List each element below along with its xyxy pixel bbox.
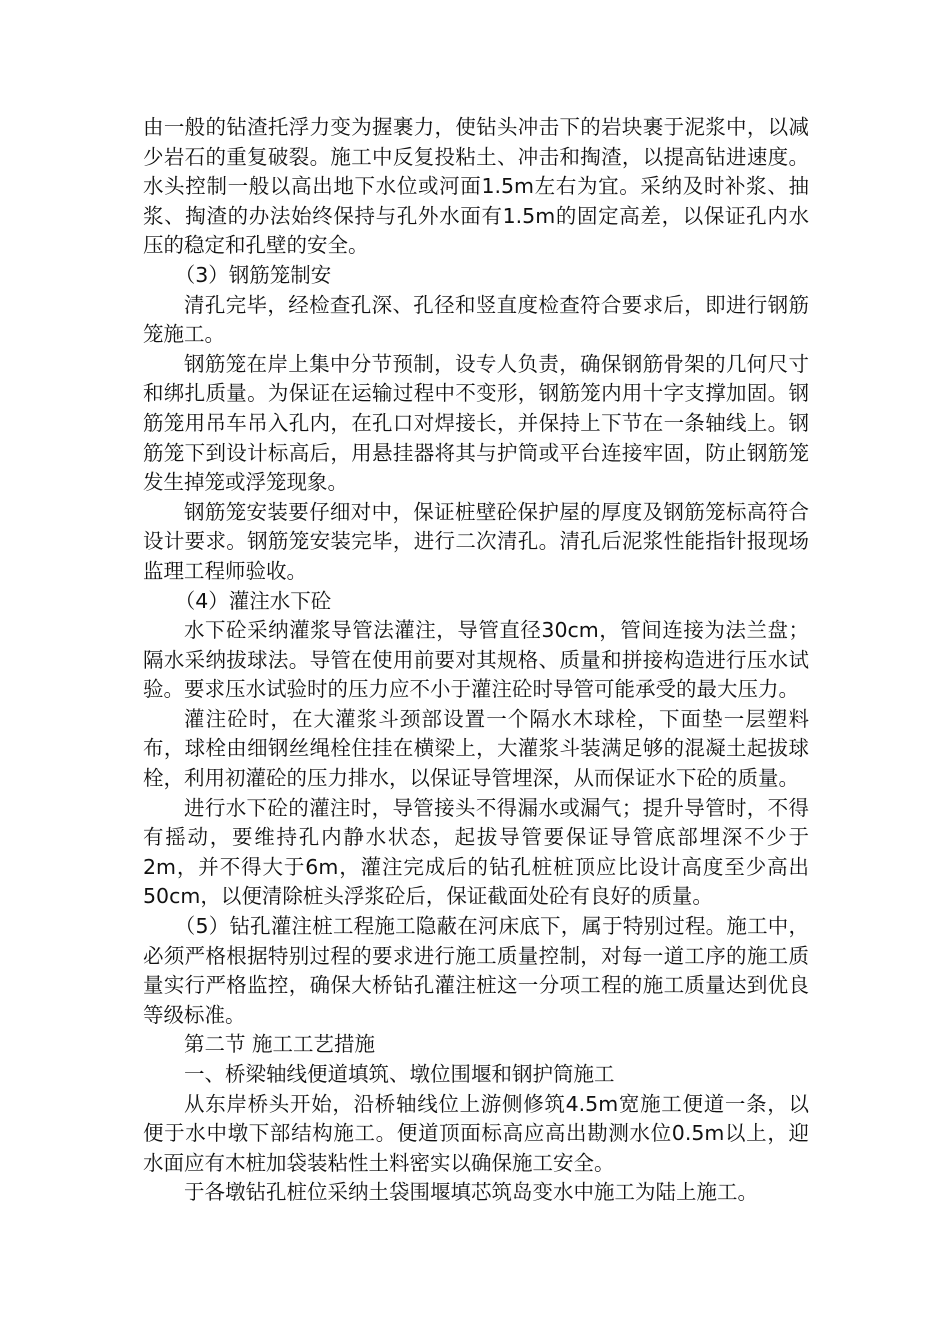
paragraph: 从东岸桥头开始，沿桥轴线位上游侧修筑4.5m宽施工便道一条，以便于水中墩下部结构施工。便道顶面标高应高出勘测水位0.5m以上，迎水面应有木桩加袋装粘性土料密实以确保施工安全。 (143, 1091, 809, 1175)
paragraph: 钢筋笼在岸上集中分节预制，设专人负责，确保钢筋骨架的几何尺寸和绑扎质量。为保证在运输过程中不变形，钢筋笼内用十字支撑加固。钢筋笼用吊车吊入孔内，在孔口对焊接长，并保持上下节在一条轴线上。钢筋笼下到设计标高后，用悬挂器将其与护筒或平台连接牢固，防止钢筋笼发生掉笼或浮笼现象。 (143, 351, 809, 495)
paragraph: 钢筋笼安装要仔细对中，保证桩壁砼保护屋的厚度及钢筋笼标高符合设计要求。钢筋笼安装完毕，进行二次清孔。清孔后泥浆性能指针报现场监理工程师验收。 (143, 499, 809, 583)
paragraph: 清孔完毕，经检查孔深、孔径和竖直度检查符合要求后，即进行钢筋笼施工。 (143, 292, 809, 347)
paragraph: 进行水下砼的灌注时，导管接头不得漏水或漏气；提升导管时，不得有摇动，要维持孔内静水状态，起拔导管要保证导管底部埋深不少于2m，并不得大于6m，灌注完成后的钻孔桩桩顶应比设计高度至少高出50cm，以便清除桩头浮浆砼后，保证截面处砼有良好的质量。 (143, 795, 809, 909)
paragraph: 水下砼采纳灌浆导管法灌注，导管直径30cm，管间连接为法兰盘；隔水采纳拔球法。导管在使用前要对其规格、质量和拼接构造进行压水试验。要求压水试验时的压力应不小于灌注砼时导管可能承受的最大压力。 (143, 618, 809, 702)
subheading-rebar-cage: （3）钢筋笼制安 (174, 262, 332, 287)
subsection-heading: 一、桥梁轴线便道填筑、墩位围堰和钢护筒施工 (184, 1062, 615, 1086)
document-page (143, 113, 809, 1208)
paragraph: 于各墩钻孔桩位采纳土袋围堰填芯筑岛变水中施工为陆上施工。 (184, 1180, 758, 1205)
paragraph-continuation: 由一般的钻渣托浮力变为握裹力，使钻头冲击下的岩块裹于泥浆中，以减少岩石的重复破裂。施工中反复投粘土、冲击和掏渣，以提高钻进速度。水头控制一般以高出地下水位或河面1.5m左右为宜。采纳及时补浆、抽浆、掏渣的办法始终保持与孔外水面有1.5m的固定高差，以保证孔内水压的稳定和孔壁的安全。 (143, 115, 809, 258)
paragraph-item-5: （5）钻孔灌注桩工程施工隐蔽在河床底下，属于特别过程。施工中，必须严格根据特别过程的要求进行施工质量控制，对每一道工序的施工质量实行严格监控，确保大桥钻孔灌注桩这一分项工程的施工质量达到优良等级标准。 (143, 914, 809, 1027)
paragraph: 灌注砼时，在大灌浆斗颈部设置一个隔水木球栓，下面垫一层塑料布，球栓由细钢丝绳栓住挂在横梁上，大灌浆斗装满足够的混凝土起拔球栓，利用初灌砼的压力排水，以保证导管埋深，从而保证水下砼的质量。 (143, 706, 809, 791)
subheading-underwater-concrete: （4）灌注水下砼 (174, 588, 332, 613)
section-heading: 第二节 施工工艺措施 (184, 1032, 376, 1057)
